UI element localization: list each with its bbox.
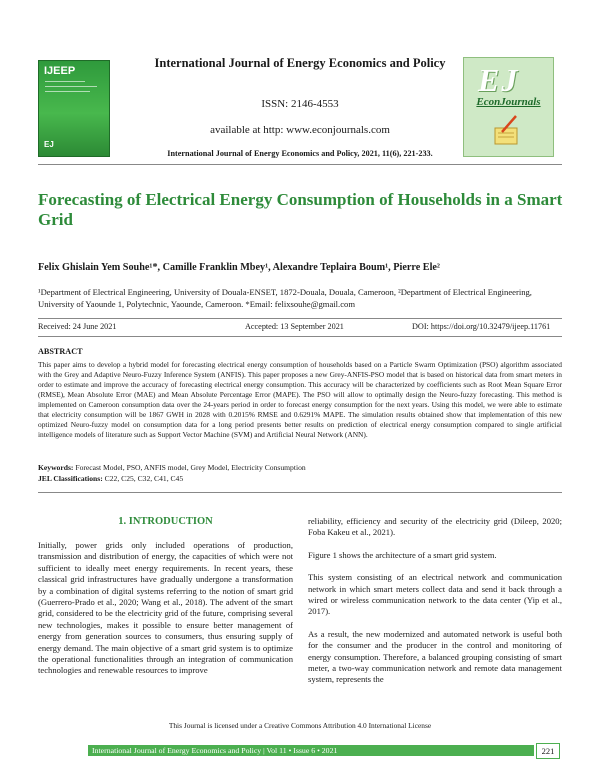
header-divider: [38, 164, 562, 165]
pen-icon: [492, 114, 522, 146]
body-column-left: [38, 540, 293, 688]
journal-title: International Journal of Energy Economics and Policy: [154, 56, 446, 70]
dates-divider-top: [38, 318, 562, 319]
econjournals-logo: [463, 57, 554, 157]
logo-letters: EJ: [478, 62, 520, 98]
jel-label: JEL Classifications:: [38, 474, 103, 483]
article-affiliations: ¹Department of Electrical Engineering, University of Douala-ENSET, 1872-Douala, Douala, Cameroon, ²Department of Electrical Engineering, University of Yaounde 1, Polytechnic, Yaounde, Cameroon. *Email: felixsouhe@gmail.com: [38, 287, 532, 309]
abstract-heading: ABSTRACT: [38, 347, 83, 356]
page-number: 221: [536, 743, 560, 759]
jel-classifications: [38, 474, 562, 483]
dates-divider-bottom: [38, 336, 562, 337]
paragraph: As a result, the new modernized and automated network is useful both for the consumer and the producer in the control and monitoring of energy consumption. Therefore, a balanced grouping consisting of smart meter, a two-way communication network and remote data management system, represents the: [308, 628, 562, 685]
cover-ej-mark: EJ: [44, 140, 54, 149]
footer-journal-info: International Journal of Energy Economics and Policy | Vol 11 • Issue 6 • 2021: [92, 746, 338, 755]
article-authors: Felix Ghislain Yem Souhe¹*, Camille Franklin Mbey¹, Alexandre Teplaira Boum¹, Pierre Ele²: [38, 262, 440, 273]
journal-cover-image: [38, 60, 110, 157]
received-date: Received: 24 June 2021: [38, 322, 117, 331]
accepted-date: Accepted: 13 September 2021: [245, 322, 344, 331]
cover-line: [45, 86, 97, 87]
paragraph: Figure 1 shows the architecture of a smart grid system.: [308, 549, 497, 560]
cover-line: [45, 81, 85, 82]
journal-issn: ISSN: 2146-4553: [261, 98, 339, 110]
keywords-label: Keywords:: [38, 463, 74, 472]
keywords: [38, 463, 562, 472]
paragraph: This system consisting of an electrical network and communication network in which smart meters collect data and send it back through a wired or wireless communication network to the data center (Yip et al., 2017).: [308, 572, 562, 617]
license-notice: This Journal is licensed under a Creative Commons Attribution 4.0 International License: [168, 721, 432, 730]
abstract-divider: [38, 492, 562, 493]
keywords-list: Forecast Model, PSO, ANFIS model, Grey Model, Electricity Consumption: [75, 463, 306, 472]
section-heading-introduction: 1. INTRODUCTION: [118, 516, 213, 527]
paragraph: Initially, power grids only included operations of production, transmission and distribution of energy, the capacities of which were not sufficient to ideally meet energy requirements. In recent years, these classical grid infrastructures have gradually undergone a transformation by a combination of digital systems referring to the notion of smart grid (Guerrero-Prado et al., 2020; Wang et al., 2018). The advent of the smart grid, considered to be the electricity grid of the future, comprising several new technologies, makes it possible to ensure better management of energy from generation sources to consumers, thus ensuring supply of energy demand. The main objective of a smart grid system is to optimize the operational functionalities through an integration of communication technologies and renewable resources to improve: [38, 540, 293, 676]
journal-website: available at http: www.econjournals.com: [210, 124, 390, 136]
cover-line: [45, 91, 90, 92]
logo-name: EconJournals: [476, 96, 541, 108]
paragraph: reliability, efficiency and security of the electricity grid (Dileep, 2020; Foba Kakeu et al., 2021).: [308, 516, 562, 538]
abstract-text: This paper aims to develop a hybrid model for forecasting electrical energy consumption of households based on a Particle Swarm Optimization (PSO) algorithm associated with the Grey and Adaptive Neuro-Fuzzy Inference System (ANFIS). This paper proposes a new Grey-ANFIS-PSO model that is based on historical data from smart meters in order to estimate and improve the accuracy of forecasting electrical energy consumption. This accuracy will be characterized by coefficients such as Root Mean Square Error (RMSE), Mean Absolute Error (MAE) and Mean Absolute Percentage Error (MAPE). The PSO will allow to optimally design the Neuro-fuzzy forecasting. This method is implemented on Cameroon consumption data over the 24-years period in order to forecast energy consumption for the next years. Using this model, we were able to estimate that electricity consumption will be 1867 GWH in 2028 with 0.2015% RMSE and 0.6291% MAPE. The simulation results obtained show that implementation of this new optimized Neuro-fuzzy model on consumption data for a long period presents better results on prediction of electrical energy consumption compared to single artificial intelligence models of literature such as Support Vector Machine (SVM) and Artificial Neural Network (ANN).: [38, 360, 562, 439]
article-title: Forecasting of Electrical Energy Consumption of Households in a Smart Grid: [38, 190, 563, 229]
article-citation: International Journal of Energy Economics and Policy, 2021, 11(6), 221-233.: [167, 149, 433, 158]
cover-title: IJEEP: [44, 65, 76, 77]
jel-codes: C22, C25, C32, C41, C45: [104, 474, 184, 483]
article-doi[interactable]: DOI: https://doi.org/10.32479/ijeep.11761: [412, 322, 551, 331]
body-column-right: [308, 516, 562, 697]
